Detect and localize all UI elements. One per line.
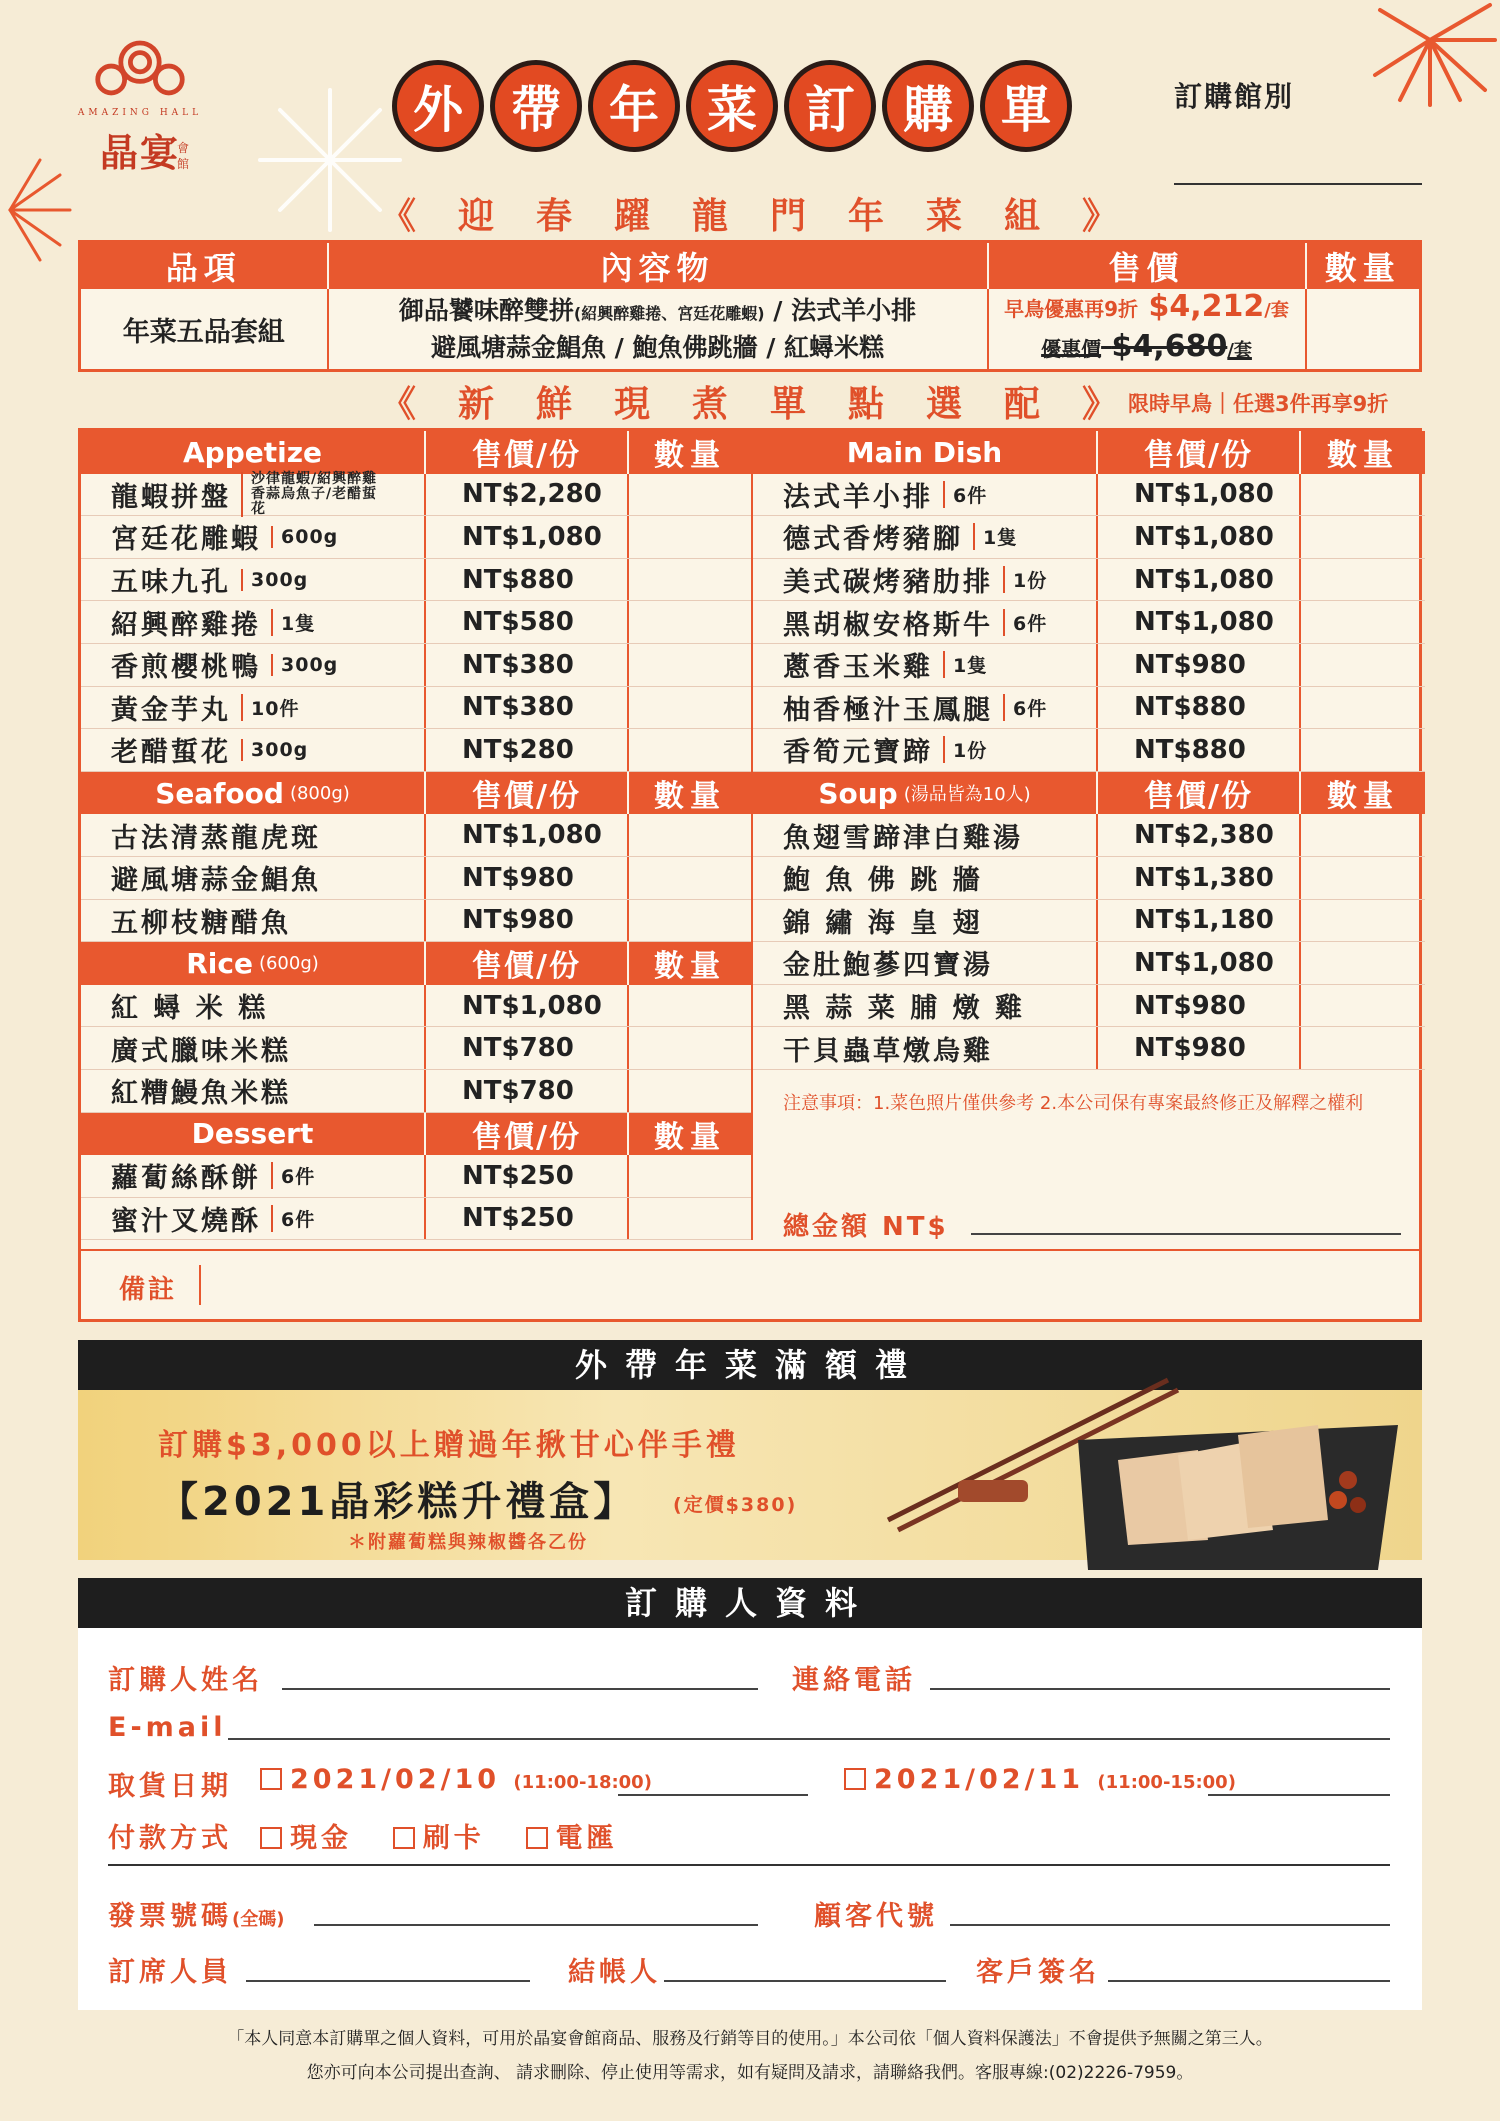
pay-cash-checkbox[interactable] bbox=[260, 1827, 282, 1849]
menu-item-row bbox=[753, 644, 1425, 687]
phone-input[interactable] bbox=[930, 1688, 1390, 1690]
item-name-text: 干貝蟲草燉烏雞 bbox=[783, 1035, 993, 1067]
item-qty-field[interactable] bbox=[629, 1027, 751, 1069]
price-header: 售價/份 bbox=[426, 942, 629, 985]
name-input[interactable] bbox=[282, 1688, 758, 1690]
item-name-text: 廣式臘味米糕 bbox=[111, 1035, 291, 1067]
item-qty-field[interactable] bbox=[629, 601, 751, 643]
item-price: NT$250 bbox=[426, 1155, 629, 1197]
category-title: Seafood bbox=[155, 776, 284, 810]
category-name bbox=[753, 772, 1098, 815]
regular-unit: /套 bbox=[1227, 340, 1252, 361]
item-unit: 10件 bbox=[241, 694, 299, 721]
item-unit: 6件 bbox=[943, 481, 987, 508]
item-qty-field[interactable] bbox=[629, 474, 751, 516]
divider bbox=[199, 1265, 201, 1305]
item-name-text: 金肚鮑蔘四寶湯 bbox=[783, 950, 993, 982]
category-name bbox=[81, 772, 426, 815]
menu-right-column bbox=[753, 431, 1425, 1070]
item-price: NT$780 bbox=[426, 1070, 629, 1112]
item-price: NT$1,080 bbox=[1098, 601, 1301, 643]
remark-label: 備註 bbox=[119, 1275, 178, 1305]
menu-item-name bbox=[753, 985, 1098, 1027]
page-title bbox=[392, 60, 1072, 152]
item-qty-field[interactable] bbox=[1301, 601, 1425, 643]
pickup-opt2-line[interactable] bbox=[1208, 1794, 1390, 1796]
gift-line1: 訂購$3,000以上贈過年揪甘心伴手禮 bbox=[158, 1428, 740, 1463]
set-header-content: 內容物 bbox=[328, 242, 988, 290]
item-price: NT$780 bbox=[426, 1027, 629, 1069]
item-price: NT$880 bbox=[1098, 729, 1301, 771]
price-header: 售價/份 bbox=[1098, 772, 1301, 815]
payment-label: 付款方式 bbox=[108, 1823, 232, 1854]
item-qty-field[interactable] bbox=[1301, 1027, 1425, 1069]
qty-header: 數量 bbox=[654, 1119, 726, 1155]
item-price: NT$580 bbox=[426, 601, 629, 643]
qty-header: 數量 bbox=[654, 438, 726, 474]
price-header: 售價/份 bbox=[426, 772, 629, 815]
invoice-input[interactable] bbox=[314, 1924, 758, 1926]
menu-item-name bbox=[753, 559, 1098, 601]
early-bird-unit: /套 bbox=[1264, 300, 1289, 321]
phone-label: 連絡電話 bbox=[792, 1665, 916, 1696]
menu-item-row bbox=[753, 474, 1425, 517]
menu-item-name bbox=[81, 900, 426, 942]
alacarte-section-title: 《新鮮現煮單點選配》 bbox=[380, 384, 1161, 425]
qty-header: 數量 bbox=[654, 779, 726, 815]
item-unit: 沙律龍蝦/紹興醉雞 香蒜烏魚子/老醋蜇花 bbox=[241, 472, 391, 517]
item-qty-field[interactable] bbox=[629, 985, 751, 1027]
set-content-c: / 法式羊小排 bbox=[764, 295, 917, 325]
item-name-text: 法式羊小排 bbox=[783, 481, 933, 513]
menu-item-row bbox=[81, 470, 751, 517]
brand-logo bbox=[70, 32, 210, 182]
total-label: 總金額 NT$ bbox=[783, 1212, 949, 1242]
item-unit: 6件 bbox=[271, 1205, 315, 1232]
email-input[interactable] bbox=[228, 1738, 1390, 1740]
title-char: 訂 bbox=[784, 60, 876, 152]
item-price: NT$1,080 bbox=[426, 516, 629, 558]
pickup-opt2-date: 2021/02/11 bbox=[874, 1764, 1085, 1795]
item-name-text: 老醋蜇花 bbox=[111, 737, 231, 769]
item-price: NT$380 bbox=[426, 687, 629, 729]
pay-card-label: 刷卡 bbox=[422, 1823, 485, 1854]
menu-item-name bbox=[81, 814, 426, 856]
item-unit: 300g bbox=[241, 569, 308, 591]
item-qty-field[interactable] bbox=[629, 687, 751, 729]
seat-label: 訂席人員 bbox=[108, 1957, 232, 1988]
item-price: NT$880 bbox=[426, 559, 629, 601]
category-name bbox=[81, 431, 426, 474]
menu-item-name bbox=[753, 1027, 1098, 1069]
item-name-text: 五柳枝糖醋魚 bbox=[111, 907, 291, 939]
item-name-text: 黑 蒜 菜 脯 燉 雞 bbox=[783, 993, 1025, 1025]
signature-input[interactable] bbox=[1108, 1980, 1390, 1982]
menu-item-row bbox=[81, 601, 751, 644]
item-name-text: 紹興醉雞捲 bbox=[111, 609, 261, 641]
item-qty-field[interactable] bbox=[1301, 559, 1425, 601]
item-name-text: 黑胡椒安格斯牛 bbox=[783, 609, 993, 641]
cloud-swirl-icon bbox=[92, 32, 188, 102]
item-price: NT$1,080 bbox=[426, 985, 629, 1027]
item-qty-field[interactable] bbox=[629, 900, 751, 942]
menu-item-row bbox=[753, 601, 1425, 644]
customer-code-label: 顧客代號 bbox=[814, 1901, 938, 1932]
item-price: NT$2,280 bbox=[426, 474, 629, 516]
gift-line2: 【2021晶彩糕升禮盒】 bbox=[158, 1479, 638, 1525]
seat-input[interactable] bbox=[246, 1980, 530, 1982]
pay-transfer-checkbox[interactable] bbox=[526, 1827, 548, 1849]
item-price: NT$1,080 bbox=[426, 814, 629, 856]
item-qty-field[interactable] bbox=[1301, 516, 1425, 558]
menu-item-row bbox=[81, 900, 751, 943]
item-name-text: 德式香烤豬腳 bbox=[783, 524, 963, 556]
item-qty-field[interactable] bbox=[1301, 857, 1425, 899]
category-name bbox=[81, 942, 426, 985]
item-qty-field[interactable] bbox=[629, 516, 751, 558]
item-price: NT$880 bbox=[1098, 687, 1301, 729]
menu-item-row bbox=[753, 942, 1425, 985]
menu-item-name bbox=[753, 644, 1098, 686]
category-title: Main Dish bbox=[846, 435, 1003, 469]
pay-card-checkbox[interactable] bbox=[393, 1827, 415, 1849]
item-unit: 6件 bbox=[1003, 694, 1047, 721]
notes-text: 注意事項：1.菜色照片僅供參考 2.本公司保有專案最終修正及解釋之權利 bbox=[783, 1093, 1364, 1114]
item-name-text: 避風塘蒜金鯧魚 bbox=[111, 865, 321, 897]
menu-item-row bbox=[753, 559, 1425, 602]
item-unit: 600g bbox=[271, 526, 338, 548]
item-price: NT$380 bbox=[426, 644, 629, 686]
item-name-text: 紅 蟳 米 糕 bbox=[111, 993, 269, 1025]
item-qty-field[interactable] bbox=[629, 857, 751, 899]
menu-category-header bbox=[81, 942, 751, 985]
promo-text: 限時早鳥｜任選3件再享9折 bbox=[1128, 392, 1389, 416]
qty-header: 數量 bbox=[654, 949, 726, 985]
menu-item-name bbox=[81, 470, 426, 517]
total-input-line[interactable] bbox=[971, 1233, 1401, 1235]
set-content-a: 御品饕味醉雙拼 bbox=[398, 295, 574, 325]
pickup-opt1-line[interactable] bbox=[618, 1794, 808, 1796]
price-header: 售價/份 bbox=[426, 1113, 629, 1156]
checkout-input[interactable] bbox=[664, 1980, 946, 1982]
menu-item-row bbox=[81, 985, 751, 1028]
item-unit: 6件 bbox=[271, 1162, 315, 1189]
firework-decoration bbox=[0, 150, 80, 270]
item-price: NT$250 bbox=[426, 1198, 629, 1240]
menu-item-name bbox=[81, 1027, 426, 1069]
menu-item-name bbox=[753, 687, 1098, 729]
menu-item-name bbox=[81, 644, 426, 686]
menu-grid bbox=[78, 428, 1422, 1322]
early-bird-label: 早鳥優惠再9折 bbox=[1004, 297, 1139, 321]
category-sub: (800g) bbox=[289, 782, 350, 804]
pickup-opt2-time: (11:00-15:00) bbox=[1097, 1772, 1236, 1793]
item-qty-field[interactable] bbox=[1301, 985, 1425, 1027]
menu-item-row bbox=[81, 1070, 751, 1113]
item-price: NT$1,080 bbox=[1098, 942, 1301, 984]
item-price: NT$1,080 bbox=[1098, 559, 1301, 601]
menu-item-name bbox=[81, 687, 426, 729]
category-name bbox=[81, 1113, 426, 1156]
item-name-text: 美式碳烤豬肋排 bbox=[783, 567, 993, 599]
item-name-text: 五味九孔 bbox=[111, 567, 231, 599]
firework-decoration bbox=[1320, 0, 1500, 110]
item-qty-field[interactable] bbox=[629, 1198, 751, 1240]
item-qty-field[interactable] bbox=[629, 644, 751, 686]
menu-item-name bbox=[753, 474, 1098, 516]
menu-item-row bbox=[81, 1155, 751, 1198]
logo-sub: 會館 bbox=[176, 141, 189, 171]
item-qty-field[interactable] bbox=[629, 729, 751, 771]
item-price: NT$1,380 bbox=[1098, 857, 1301, 899]
name-label: 訂購人姓名 bbox=[108, 1665, 263, 1696]
title-char: 購 bbox=[882, 60, 974, 152]
set-qty-field[interactable] bbox=[1306, 289, 1421, 371]
menu-item-row bbox=[753, 1027, 1425, 1070]
item-unit: 300g bbox=[271, 654, 338, 676]
item-unit: 6件 bbox=[1003, 609, 1047, 636]
menu-item-name bbox=[753, 729, 1098, 771]
checkout-label: 結帳人 bbox=[568, 1957, 661, 1988]
title-char: 帶 bbox=[490, 60, 582, 152]
item-price: NT$1,080 bbox=[1098, 516, 1301, 558]
menu-item-name bbox=[81, 1155, 426, 1197]
item-name-text: 香煎櫻桃鴨 bbox=[111, 652, 261, 684]
item-name-text: 錦 繡 海 皇 翅 bbox=[783, 907, 983, 939]
item-price: NT$980 bbox=[1098, 985, 1301, 1027]
logo-english: AMAZING HALL bbox=[77, 108, 203, 118]
item-name-text: 柚香極汁玉鳳腿 bbox=[783, 694, 993, 726]
menu-item-name bbox=[81, 559, 426, 601]
item-unit: 1份 bbox=[943, 736, 987, 763]
item-name-text: 龍蝦拼盤 bbox=[111, 481, 231, 513]
category-name bbox=[753, 431, 1098, 474]
early-bird-price: $4,212 bbox=[1148, 289, 1265, 324]
item-name-text: 蔥香玉米雞 bbox=[783, 652, 933, 684]
menu-item-name bbox=[81, 857, 426, 899]
item-name-text: 香筍元寶蹄 bbox=[783, 737, 933, 769]
item-price: NT$980 bbox=[1098, 644, 1301, 686]
email-label: E-mail bbox=[108, 1712, 227, 1743]
menu-item-row bbox=[81, 687, 751, 730]
item-unit: 1份 bbox=[1003, 566, 1047, 593]
title-char: 單 bbox=[980, 60, 1072, 152]
menu-category-header bbox=[753, 431, 1425, 474]
menu-category-header bbox=[81, 772, 751, 815]
title-char: 年 bbox=[588, 60, 680, 152]
set-header-item: 品項 bbox=[80, 242, 328, 290]
item-unit: 1隻 bbox=[943, 651, 987, 678]
item-qty-field[interactable] bbox=[1301, 687, 1425, 729]
qty-header: 數量 bbox=[1327, 438, 1399, 474]
customer-code-input[interactable] bbox=[950, 1924, 1390, 1926]
gift-banner bbox=[78, 1390, 1422, 1560]
price-header: 售價/份 bbox=[1098, 431, 1301, 474]
category-sub: (600g) bbox=[258, 952, 319, 974]
menu-category-header bbox=[81, 431, 751, 474]
item-price: NT$980 bbox=[426, 857, 629, 899]
turnip-cake-illustration bbox=[878, 1370, 1408, 1570]
price-header: 售價/份 bbox=[426, 431, 629, 474]
item-name-text: 蜜汁叉燒酥 bbox=[111, 1205, 261, 1237]
item-unit: 300g bbox=[241, 739, 308, 761]
regular-label: 優惠價 bbox=[1041, 337, 1102, 361]
set-table bbox=[78, 240, 1422, 372]
menu-item-row bbox=[753, 900, 1425, 943]
qty-header: 數量 bbox=[1327, 779, 1399, 815]
menu-item-row bbox=[81, 729, 751, 772]
pay-transfer-label: 電匯 bbox=[555, 1823, 618, 1854]
menu-item-name bbox=[753, 516, 1098, 558]
privacy-line2: 您亦可向本公司提出查詢、 請求刪除、停止使用等需求，如有疑問及請求，請聯絡我們。客服專線:(02)2226-7959。 bbox=[306, 2063, 1194, 2083]
menu-category-header bbox=[753, 772, 1425, 815]
item-name-text: 黃金芋丸 bbox=[111, 694, 231, 726]
category-title: Appetize bbox=[182, 435, 322, 469]
menu-item-name bbox=[81, 516, 426, 558]
item-qty-field[interactable] bbox=[1301, 814, 1425, 856]
category-title: Rice bbox=[186, 946, 253, 980]
set-content-line2: 避風塘蒜金鯧魚 / 鮑魚佛跳牆 / 紅蟳米糕 bbox=[430, 332, 885, 362]
item-price: NT$980 bbox=[1098, 1027, 1301, 1069]
pay-cash-label: 現金 bbox=[290, 1823, 352, 1854]
privacy-line1: 「本人同意本訂購單之個人資料，可用於晶宴會館商品、服務及行銷等目的使用。」本公司依「個人資料保護法」不會提供予無關之第三人。 bbox=[227, 2029, 1273, 2049]
set-section-title: 《迎春躍龍門年菜組》 bbox=[380, 196, 1161, 237]
signature-label: 客戶簽名 bbox=[976, 1957, 1100, 1988]
invoice-sub: (全碼) bbox=[232, 1909, 285, 1930]
item-price: NT$1,080 bbox=[1098, 474, 1301, 516]
menu-left-column bbox=[81, 431, 753, 1240]
menu-item-row bbox=[753, 516, 1425, 559]
gift-bar: 外帶年菜滿額禮 bbox=[78, 1340, 1422, 1390]
set-header-price: 售價 bbox=[988, 242, 1306, 290]
item-unit: 1隻 bbox=[271, 609, 315, 636]
item-name-text: 鮑 魚 佛 跳 牆 bbox=[783, 865, 983, 897]
menu-item-row bbox=[81, 857, 751, 900]
item-price: NT$980 bbox=[426, 900, 629, 942]
regular-price: $4,680 bbox=[1111, 329, 1228, 364]
menu-item-name bbox=[753, 814, 1098, 856]
menu-item-name bbox=[81, 1070, 426, 1112]
menu-item-row bbox=[753, 729, 1425, 772]
pickup-opt2-checkbox[interactable] bbox=[844, 1768, 866, 1790]
menu-category-header bbox=[81, 1113, 751, 1156]
item-unit: 1隻 bbox=[973, 523, 1017, 550]
item-name-text: 魚翅雪蹄津白雞湯 bbox=[783, 822, 1023, 854]
item-price: NT$280 bbox=[426, 729, 629, 771]
item-qty-field[interactable] bbox=[629, 1155, 751, 1197]
item-qty-field[interactable] bbox=[629, 559, 751, 601]
customer-form bbox=[78, 1628, 1422, 2010]
pickup-opt1-date: 2021/02/10 bbox=[290, 1764, 501, 1795]
menu-item-row bbox=[753, 687, 1425, 730]
item-name-text: 紅糟鰻魚米糕 bbox=[111, 1078, 291, 1110]
menu-item-row bbox=[81, 1027, 751, 1070]
gift-line3: ＊附蘿蔔糕與辣椒醬各乙份 bbox=[348, 1532, 588, 1553]
set-row bbox=[80, 289, 1421, 371]
logo-chinese: 晶宴 bbox=[99, 130, 180, 175]
set-header-qty: 數量 bbox=[1324, 249, 1401, 287]
pickup-opt1-checkbox[interactable] bbox=[260, 1768, 282, 1790]
item-name-text: 古法清蒸龍虎斑 bbox=[111, 822, 321, 854]
category-title: Soup bbox=[818, 776, 898, 810]
menu-item-name bbox=[81, 729, 426, 771]
remark-field[interactable] bbox=[211, 1257, 1411, 1317]
menu-item-row bbox=[753, 985, 1425, 1028]
menu-item-name bbox=[81, 1198, 426, 1240]
item-price: NT$2,380 bbox=[1098, 814, 1301, 856]
category-sub: (湯品皆為10人) bbox=[903, 784, 1031, 806]
item-qty-field[interactable] bbox=[1301, 644, 1425, 686]
menu-item-row bbox=[81, 1198, 751, 1241]
menu-item-name bbox=[753, 942, 1098, 984]
menu-item-name bbox=[81, 985, 426, 1027]
item-name-text: 蘿蔔絲酥餅 bbox=[111, 1163, 261, 1195]
item-name-text: 宮廷花雕蝦 bbox=[111, 524, 261, 556]
title-char: 菜 bbox=[686, 60, 778, 152]
menu-item-row bbox=[81, 644, 751, 687]
item-qty-field[interactable] bbox=[629, 814, 751, 856]
menu-item-row bbox=[81, 516, 751, 559]
pickup-label: 取貨日期 bbox=[108, 1771, 232, 1802]
divider bbox=[108, 1864, 1390, 1866]
pickup-opt1-time: (11:00-18:00) bbox=[513, 1772, 652, 1793]
menu-item-row bbox=[81, 814, 751, 857]
menu-item-row bbox=[81, 559, 751, 602]
menu-item-row bbox=[753, 857, 1425, 900]
branch-label: 訂購館別 bbox=[1174, 80, 1295, 113]
title-char: 外 bbox=[392, 60, 484, 152]
gift-price: (定價$380) bbox=[673, 1494, 798, 1516]
invoice-label: 發票號碼 bbox=[108, 1901, 232, 1932]
menu-item-name bbox=[753, 601, 1098, 643]
menu-item-name bbox=[753, 900, 1098, 942]
divider bbox=[81, 1249, 1419, 1251]
category-title: Dessert bbox=[191, 1117, 314, 1151]
menu-item-name bbox=[81, 601, 426, 643]
set-name: 年菜五品套組 bbox=[80, 289, 328, 371]
item-qty-field[interactable] bbox=[1301, 729, 1425, 771]
item-price: NT$1,180 bbox=[1098, 900, 1301, 942]
item-qty-field[interactable] bbox=[1301, 942, 1425, 984]
item-qty-field[interactable] bbox=[1301, 900, 1425, 942]
customer-bar: 訂購人資料 bbox=[78, 1578, 1422, 1628]
item-qty-field[interactable] bbox=[629, 1070, 751, 1112]
set-content-b: (紹興醉雞捲、宮廷花雕蝦) bbox=[573, 303, 765, 323]
menu-item-row bbox=[753, 814, 1425, 857]
item-qty-field[interactable] bbox=[1301, 474, 1425, 516]
menu-item-name bbox=[753, 857, 1098, 899]
branch-input-line[interactable] bbox=[1174, 183, 1422, 185]
